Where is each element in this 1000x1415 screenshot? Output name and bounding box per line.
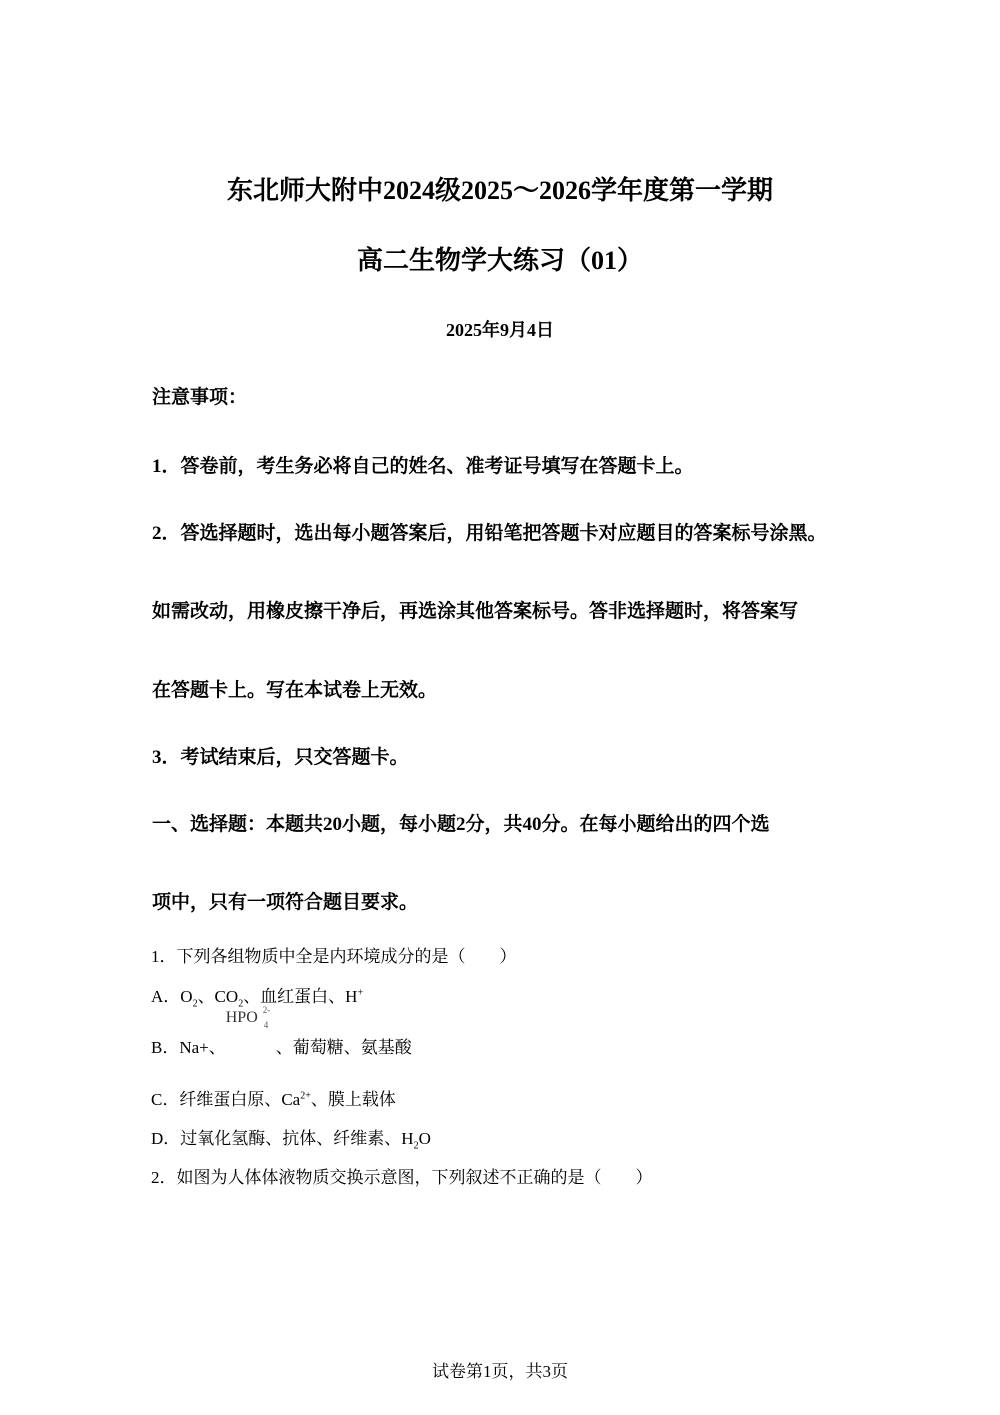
notes-item-3: 3．考试结束后，只交答题卡。 (152, 747, 409, 768)
option-a-prefix: A．O (151, 987, 193, 1006)
notes-item-2-line3: 在答题卡上。写在本试卷上无效。 (152, 680, 438, 701)
question1-stem: 1．下列各组物质中全是内环境成分的是（ ） (151, 947, 517, 966)
question1-option-d (151, 1124, 431, 1152)
page-footer: 试卷第1页，共3页 (432, 1362, 568, 1381)
notes-heading: 注意事项： (152, 387, 248, 408)
option-b-prefix: B．Na+、 (151, 1038, 226, 1057)
h2o-subscript: 2 (413, 1140, 419, 1152)
section1-heading-line2: 项中，只有一项符合题目要求。 (152, 892, 419, 913)
section1-heading-line1: 一、选择题：本题共20小题，每小题2分，共40分。在每小题给出的四个选 (152, 814, 770, 835)
co2-subscript: 2 (238, 998, 244, 1010)
hpo-index: 4 (263, 1020, 269, 1030)
ca-superscript: 2+ (300, 1090, 311, 1102)
notes-item-2-line2: 如需改动，用橡皮擦干净后，再选涂其他答案标号。答非选择题时，将答案写 (152, 601, 799, 622)
question1-option-b (151, 1005, 412, 1058)
exam-date: 2025年9月4日 (446, 320, 554, 340)
option-d-prefix: D．过氧化氢酶、抗体、纤维素、H (151, 1129, 414, 1148)
question2-stem: 2．如图为人体体液物质交换示意图，下列叙述不正确的是（ ） (151, 1168, 653, 1187)
option-c-tail: 、膜上载体 (310, 1090, 396, 1109)
o2-subscript: 2 (192, 998, 198, 1010)
hpo4-formula-image (225, 1005, 276, 1053)
option-a-mid: 、CO (197, 987, 239, 1006)
hpo-charge: 2- (262, 1005, 271, 1015)
question1-option-c (151, 1085, 396, 1110)
question1-option-a (151, 982, 364, 1010)
exam-title-line2: 高二生物学大练习（01） (356, 246, 643, 275)
exam-title-line1: 东北师大附中2024级2025～2026学年度第一学期 (226, 176, 773, 205)
option-d-tail: O (418, 1129, 431, 1148)
h-superscript: + (357, 987, 364, 999)
option-a-tail: 、血红蛋白、H (243, 987, 358, 1006)
hpo-formula-text: HPO (225, 1009, 258, 1026)
notes-item-2-line1: 2．答选择题时，选出每小题答案后，用铅笔把答题卡对应题目的答案标号涂黑。 (152, 523, 827, 544)
notes-item-1: 1．答卷前，考生务必将自己的姓名、准考证号填写在答题卡上。 (152, 456, 694, 477)
option-b-tail: 、葡萄糖、氨基酸 (275, 1038, 412, 1057)
option-c-prefix: C．纤维蛋白原、Ca (151, 1090, 301, 1109)
